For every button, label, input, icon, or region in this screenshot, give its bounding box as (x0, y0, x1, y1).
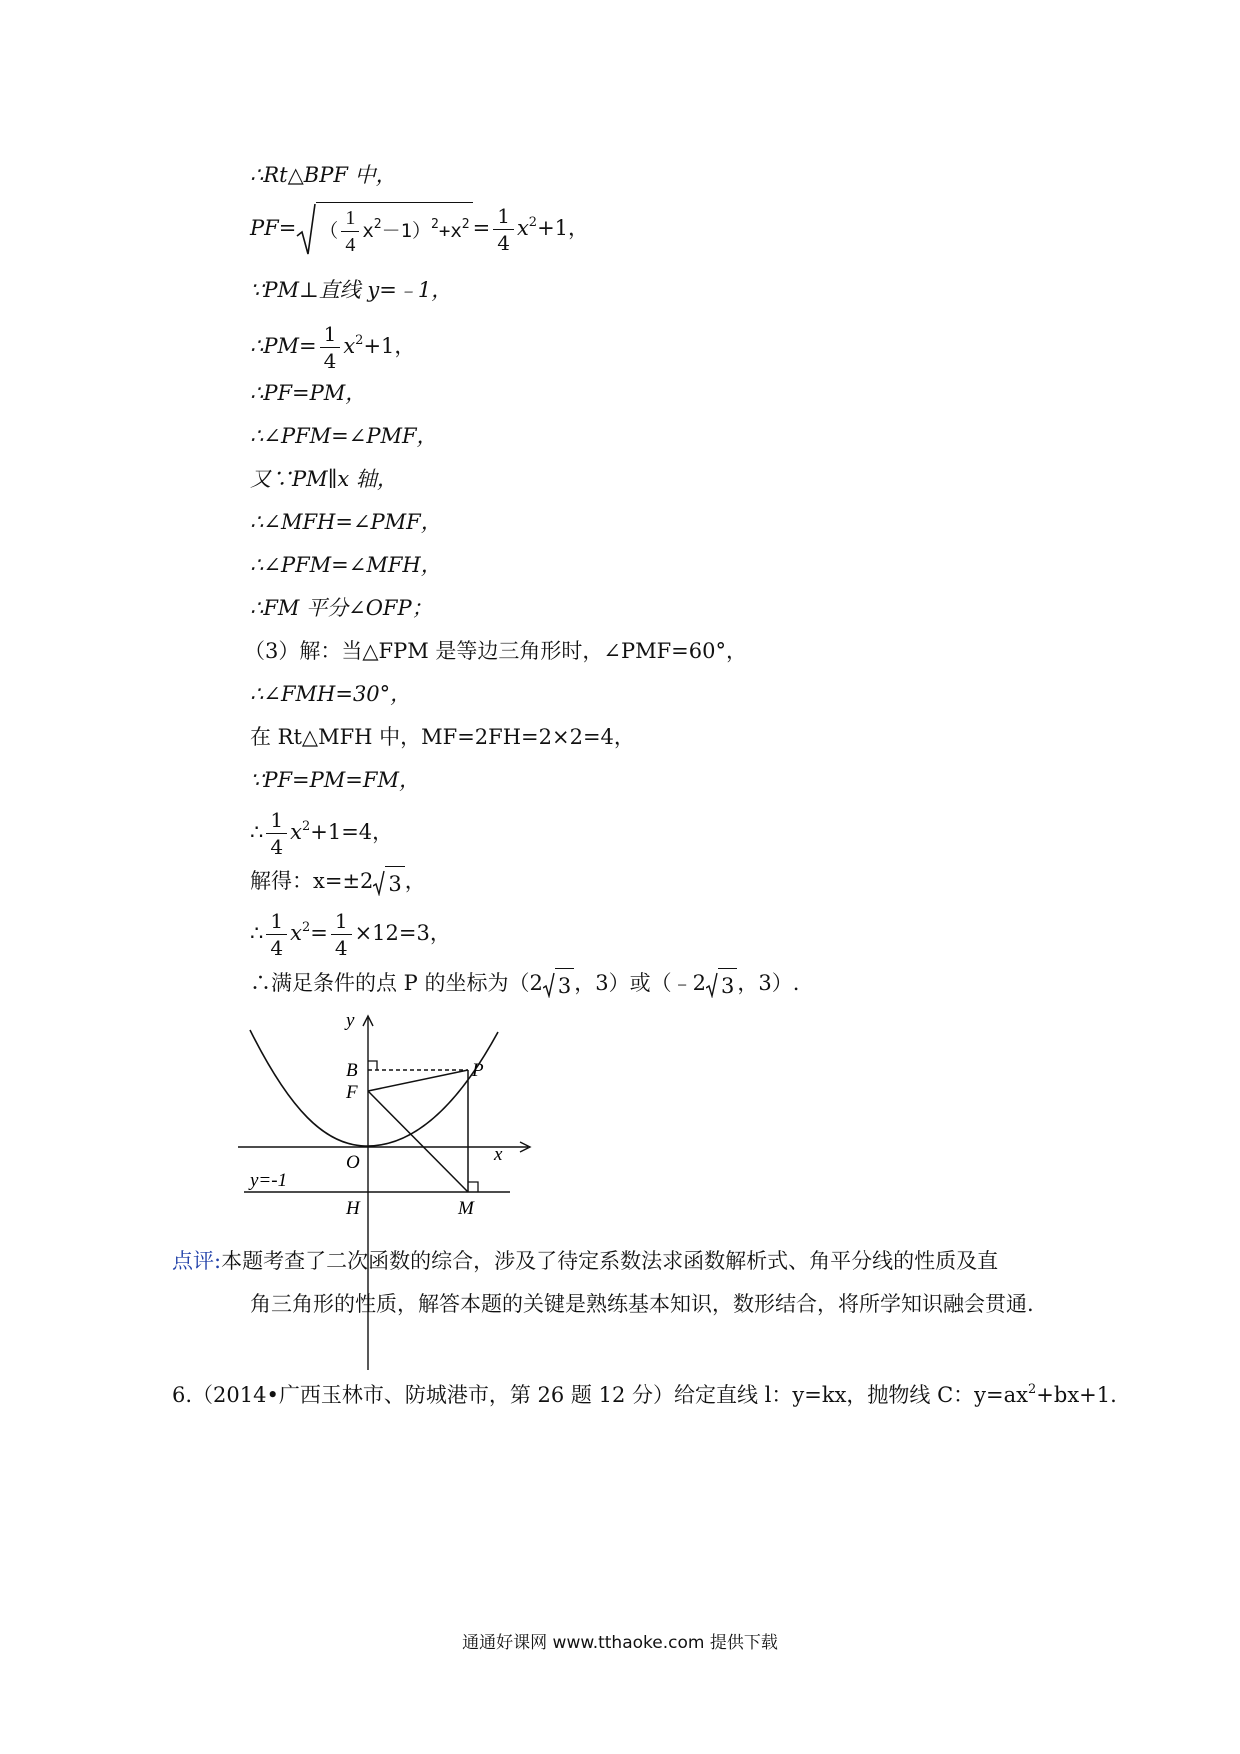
solution-line-18: ∴满足条件的点 P 的坐标为（2 3 ，3）或（﹣2 3 ，3）. (250, 968, 799, 1001)
comment-line-2: 角三角形的性质，解答本题的关键是熟练基本知识，数形结合，将所学知识融会贯通. (250, 1292, 1034, 1316)
radical-sign-icon (296, 202, 316, 258)
sqrt-three: 3 (373, 866, 404, 899)
label-o: O (346, 1152, 360, 1173)
solution-line-10: ∴FM 平分∠OFP； (250, 596, 433, 620)
solution-line-5: ∴PF=PM， (250, 381, 367, 405)
solution-line-8: ∴∠MFH=∠PMF， (250, 510, 442, 534)
solution-line-12: ∴∠FMH=30°， (250, 682, 412, 706)
comment-label: 点评 (172, 1249, 214, 1273)
solution-line-pf-formula: PF= （ $\frac{1}{4}$ $x^2-1)^2+x^2$ = $\frac{1}{4}$ $x^2+1$， (250, 200, 589, 256)
solution-line-13: 在 Rt△MFH 中，MF=2FH=2×2=4， (250, 725, 635, 749)
solution-line-15: ∴ $\frac{1}{4}$ $x^2+1=4$， (250, 808, 394, 859)
right-angle-b (368, 1061, 377, 1070)
right-angle-m (468, 1182, 478, 1192)
radicand: （ $\frac{1}{4}$ $x^2-1)^2+x^2$ (316, 202, 472, 258)
solution-line-1: ∴Rt△BPF 中， (250, 163, 397, 187)
solution-line-14: ∵PF=PM=FM， (250, 768, 420, 792)
parabola-figure (230, 1010, 580, 1390)
solution-line-17: ∴ $\frac{1}{4}$ $x^2=$ $\frac{1}{4}$ ×12=3， (250, 909, 451, 960)
parabola-curve (250, 1030, 520, 1170)
label-x: x (494, 1144, 503, 1165)
segment-fm (368, 1091, 468, 1192)
solution-line-9: ∴∠PFM=∠MFH， (250, 553, 442, 577)
sqrt-expression (296, 201, 472, 259)
solution-line-7: 又∵PM∥x 轴， (250, 467, 398, 491)
label-p: P (472, 1060, 484, 1081)
solution-line-3: ∵PM⊥直线 y=﹣1， (250, 278, 453, 302)
comment-line-1: 点评:本题考查了二次函数的综合，涉及了待定系数法求函数解析式、角平分线的性质及直 (172, 1249, 999, 1273)
pf-lhs: PF= (250, 216, 297, 240)
radical-sign-icon (706, 972, 718, 998)
label-y: y (346, 1010, 355, 1031)
label-m: M (458, 1198, 474, 1219)
label-line-eq: y=-1 (250, 1170, 288, 1191)
page-footer: 通通好课网 www.tthaoke.com 提供下载 (462, 1633, 778, 1653)
radical-sign-icon (543, 972, 555, 998)
label-f: F (346, 1082, 358, 1103)
solution-line-6: ∴∠PFM=∠PMF， (250, 424, 438, 448)
parabola-curve-drawn (250, 1030, 498, 1146)
segment-fp (368, 1070, 468, 1091)
radical-sign-icon (373, 870, 385, 896)
label-h: H (346, 1198, 360, 1219)
solution-line-pm-formula: ∴PM= $\frac{1}{4}$ $x^2+1$， (250, 322, 416, 373)
solution-line-11: （3）解：当△FPM 是等边三角形时，∠PMF=60°， (244, 639, 748, 663)
problem-6-statement: 6.（2014•广西玉林市、防城港市，第 26 题 12 分）给定直线 l：y=kx，抛物线 C：$y=ax^2+bx+1$. (172, 1382, 1117, 1407)
solution-line-16: 解得：x=±2 3 ， (250, 866, 426, 899)
label-b: B (346, 1060, 358, 1081)
